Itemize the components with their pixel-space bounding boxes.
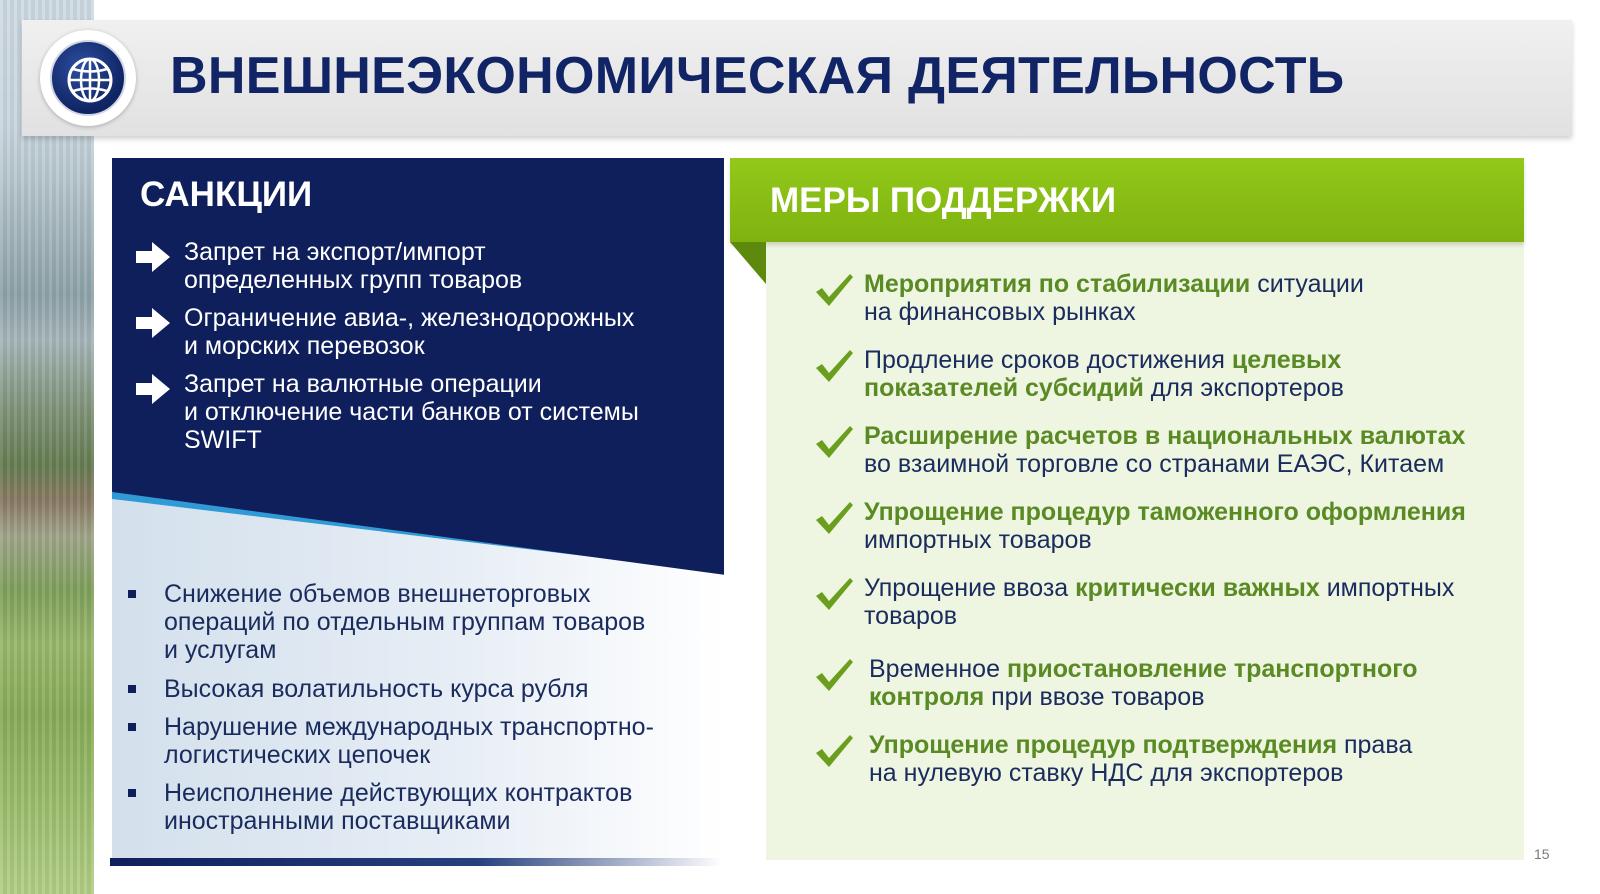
arrow-right-icon <box>136 242 170 272</box>
checkmark-icon <box>814 500 854 536</box>
square-bullet-icon <box>128 685 136 693</box>
arrow-right-icon <box>136 308 170 338</box>
consequences-bottom-bar <box>110 858 722 866</box>
page-number: 15 <box>1534 846 1550 862</box>
arrow-right-icon <box>136 374 170 404</box>
square-bullet-icon <box>128 723 136 731</box>
square-bullet-icon <box>128 789 136 797</box>
globe-icon <box>65 55 115 105</box>
checkmark-icon <box>814 733 854 769</box>
checkmark-icon <box>814 576 854 612</box>
support-title: МЕРЫ ПОДДЕРЖКИ <box>770 181 1117 220</box>
checkmark-icon <box>814 348 854 384</box>
checkmark-icon <box>814 272 854 308</box>
checkmark-icon <box>814 424 854 460</box>
checkmark-icon <box>814 657 854 693</box>
square-bullet-icon <box>128 590 136 598</box>
logo <box>40 30 136 126</box>
page-title: ВНЕШНЕЭКОНОМИЧЕСКАЯ ДЕЯТЕЛЬНОСТЬ <box>170 47 1345 105</box>
support-header-fold <box>730 242 766 284</box>
sanctions-title: САНКЦИИ <box>140 175 313 214</box>
